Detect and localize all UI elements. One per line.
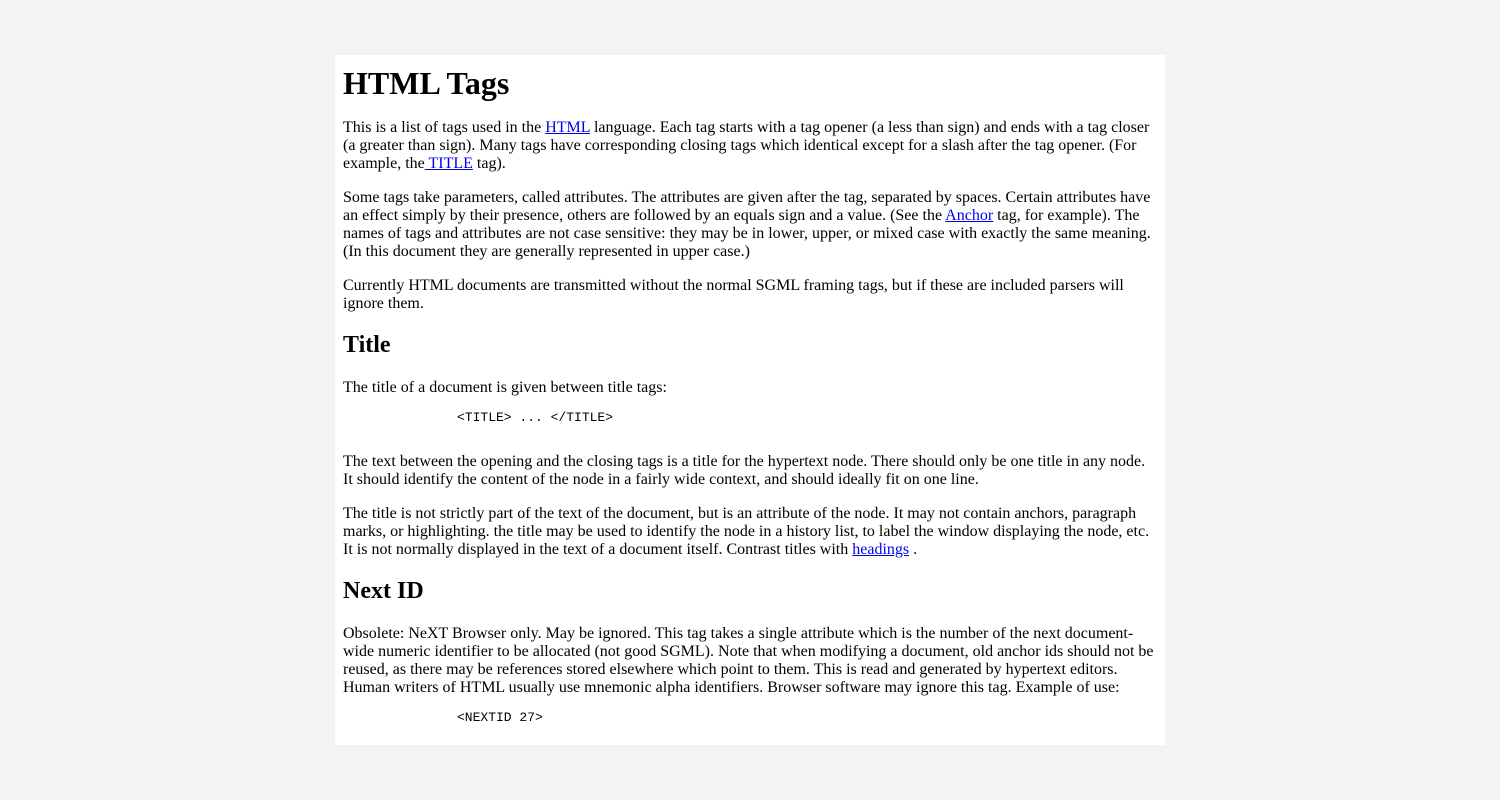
anchor-link[interactable]: Anchor bbox=[945, 207, 994, 224]
document-page bbox=[335, 55, 1165, 745]
intro-paragraph-3: Currently HTML documents are transmitted without the normal SGML framing tags, but if these are included parsers will ignore them. bbox=[343, 277, 1124, 312]
title-text: The title is not strictly part of the text of the document, but is an attribute of the node. It may not contain anchors, paragraph marks, or highlighting. the title may be used to identify the node in a history list, to label the window displaying the node, etc. It is not normally displayed in the text of a document itself. Contrast titles with bbox=[343, 505, 1150, 558]
intro-text: Some tags take parameters, called attributes. The attributes are given after the tag, separated by spaces. Certain attributes have an effect simply by their presence, others are followed by an equals sign and a value. (See the bbox=[343, 189, 1151, 224]
intro-paragraph-2 bbox=[343, 189, 1157, 261]
intro-paragraph-1 bbox=[343, 119, 1157, 173]
intro-text: This is a list of tags used in the bbox=[343, 119, 546, 136]
html-link[interactable]: HTML bbox=[545, 119, 590, 136]
title-section-heading: Title bbox=[343, 332, 391, 358]
page-title: HTML Tags bbox=[343, 65, 510, 101]
title-text: . bbox=[909, 541, 918, 558]
nextid-paragraph: Obsolete: NeXT Browser only. May be ignored. This tag takes a single attribute which is the number of the next document-wide numeric identifier to be allocated (not good SGML). Note that when modifying a document, old anchor ids should not be reused, as there may be references stored elsewhere which point to them. This is read and generated by hypertext editors. Human writers of HTML usually use mnemonic alpha identifiers. Browser software may ignore this tag. Example of use: bbox=[343, 625, 1154, 696]
headings-link[interactable]: headings bbox=[852, 541, 910, 558]
title-paragraph-1: The title of a document is given between title tags: bbox=[343, 379, 667, 396]
intro-text: language. Each tag starts with a tag opener (a less than sign) and ends with a tag closer (a greater than sign). Many tags have corresponding closing tags which identical except for a slash after the tag opener. (For example, the bbox=[343, 119, 1150, 172]
nextid-code-example: <NEXTID 27> bbox=[457, 710, 543, 725]
title-paragraph-3 bbox=[343, 505, 1157, 559]
intro-text: tag, for example). The names of tags and attributes are not case sensitive: they may be in lower, upper, or mixed case with exactly the same meaning. (In this document they are generally represented in upper case.) bbox=[343, 207, 1151, 260]
title-code-example: <TITLE> ... </TITLE> bbox=[457, 410, 614, 425]
title-paragraph-2: The text between the opening and the closing tags is a title for the hypertext node. There should only be one title in any node. It should identify the content of the node in a fairly wide context, and should ideally fit on one line. bbox=[343, 453, 1146, 488]
title-link[interactable]: TITLE bbox=[424, 155, 473, 172]
intro-text: tag). bbox=[472, 155, 506, 172]
nextid-section-heading: Next ID bbox=[343, 578, 424, 604]
